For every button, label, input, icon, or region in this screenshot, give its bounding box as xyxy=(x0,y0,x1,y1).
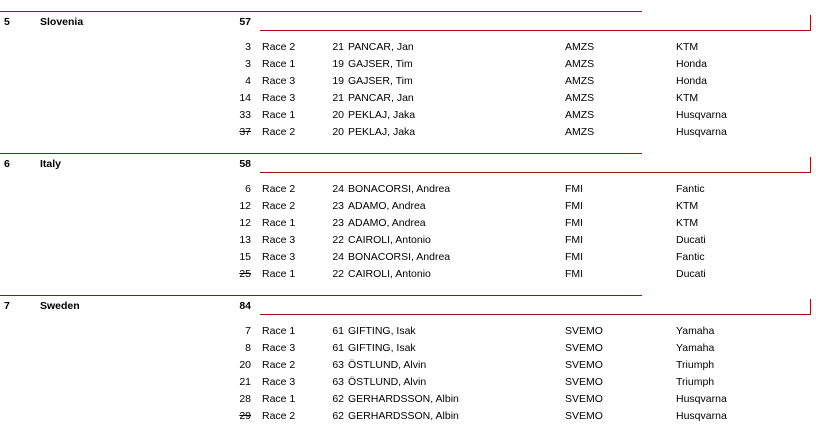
race-name: Race 3 xyxy=(262,92,296,104)
bike-brand: Honda xyxy=(676,58,707,70)
nation-name: Italy xyxy=(40,158,62,170)
result-position: 15 xyxy=(239,251,251,263)
nation-total-points: 58 xyxy=(239,158,251,170)
rider-number: 24 xyxy=(332,251,344,263)
bike-brand: Husqvarna xyxy=(676,410,727,422)
race-name: Race 1 xyxy=(262,393,296,405)
result-position: 29 xyxy=(239,410,251,422)
bike-brand: Triumph xyxy=(676,359,715,371)
rider-number: 20 xyxy=(332,126,344,138)
result-position: 4 xyxy=(245,75,251,87)
rider-name: ÖSTLUND, Alvin xyxy=(348,359,427,371)
bike-brand: Husqvarna xyxy=(676,126,727,138)
federation: SVEMO xyxy=(565,325,603,337)
rider-number: 21 xyxy=(332,92,344,104)
result-position: 37 xyxy=(239,126,251,138)
nation-header-bracket xyxy=(260,299,811,315)
federation: SVEMO xyxy=(565,376,603,388)
race-name: Race 3 xyxy=(262,75,296,87)
result-row xyxy=(0,323,816,340)
race-name: Race 2 xyxy=(262,359,296,371)
nation-position: 7 xyxy=(4,300,10,312)
rider-name: GAJSER, Tim xyxy=(348,75,413,87)
bike-brand: Husqvarna xyxy=(676,109,727,121)
result-position: 33 xyxy=(239,109,251,121)
race-name: Race 3 xyxy=(262,251,296,263)
federation: AMZS xyxy=(565,75,595,87)
rider-name: GIFTING, Isak xyxy=(348,325,416,337)
rider-number: 22 xyxy=(332,268,344,280)
bike-brand: Ducati xyxy=(676,234,706,246)
rider-name: GERHARDSSON, Albin xyxy=(348,393,459,405)
result-row xyxy=(0,181,816,198)
rider-number: 23 xyxy=(332,200,344,212)
federation: FMI xyxy=(565,183,584,195)
rider-number: 19 xyxy=(332,58,344,70)
federation: FMI xyxy=(565,268,584,280)
result-row xyxy=(0,249,816,266)
federation: SVEMO xyxy=(565,342,603,354)
federation: AMZS xyxy=(565,126,595,138)
race-name: Race 2 xyxy=(262,126,296,138)
rider-number: 62 xyxy=(332,410,344,422)
federation: SVEMO xyxy=(565,393,603,405)
race-name: Race 1 xyxy=(262,217,296,229)
bike-brand: Fantic xyxy=(676,183,705,195)
result-row xyxy=(0,391,816,408)
result-position: 28 xyxy=(239,393,251,405)
rider-name: GAJSER, Tim xyxy=(348,58,413,70)
race-name: Race 2 xyxy=(262,200,296,212)
result-row xyxy=(0,340,816,357)
federation: FMI xyxy=(565,234,584,246)
nation-block xyxy=(0,11,816,144)
rider-name: BONACORSI, Andrea xyxy=(348,251,451,263)
federation: SVEMO xyxy=(565,359,603,371)
federation: SVEMO xyxy=(565,410,603,422)
rider-number: 23 xyxy=(332,217,344,229)
rider-name: PEKLAJ, Jaka xyxy=(348,126,416,138)
result-row xyxy=(0,39,816,56)
result-row xyxy=(0,56,816,73)
section-divider xyxy=(0,11,642,12)
bike-brand: Ducati xyxy=(676,268,706,280)
result-row xyxy=(0,266,816,283)
race-name: Race 1 xyxy=(262,268,296,280)
rider-number: 63 xyxy=(332,376,344,388)
race-name: Race 3 xyxy=(262,234,296,246)
bike-brand: KTM xyxy=(676,217,699,229)
rider-name: ADAMO, Andrea xyxy=(348,217,426,229)
federation: FMI xyxy=(565,251,584,263)
rider-number: 21 xyxy=(332,41,344,53)
result-row xyxy=(0,374,816,391)
rider-name: PANCAR, Jan xyxy=(348,41,414,53)
result-position: 25 xyxy=(239,268,251,280)
rider-number: 20 xyxy=(332,109,344,121)
rider-number: 62 xyxy=(332,393,344,405)
result-position: 14 xyxy=(239,92,251,104)
nation-header-bracket xyxy=(260,157,811,173)
result-row xyxy=(0,408,816,425)
race-name: Race 1 xyxy=(262,325,296,337)
rider-number: 61 xyxy=(332,325,344,337)
rider-number: 22 xyxy=(332,234,344,246)
rider-name: GIFTING, Isak xyxy=(348,342,416,354)
result-row xyxy=(0,232,816,249)
bike-brand: Fantic xyxy=(676,251,705,263)
result-row xyxy=(0,90,816,107)
rider-number: 24 xyxy=(332,183,344,195)
result-position: 12 xyxy=(239,217,251,229)
federation: AMZS xyxy=(565,109,595,121)
result-position: 21 xyxy=(239,376,251,388)
rider-name: ÖSTLUND, Alvin xyxy=(348,376,427,388)
nation-total-points: 57 xyxy=(239,16,251,28)
nation-header-bracket xyxy=(260,15,811,31)
rider-name: ADAMO, Andrea xyxy=(348,200,426,212)
federation: FMI xyxy=(565,200,584,212)
result-position: 12 xyxy=(239,200,251,212)
result-position: 7 xyxy=(245,325,251,337)
rider-name: GERHARDSSON, Albin xyxy=(348,410,459,422)
rider-name: PEKLAJ, Jaka xyxy=(348,109,416,121)
federation: AMZS xyxy=(565,92,595,104)
nation-block xyxy=(0,295,816,428)
rider-number: 63 xyxy=(332,359,344,371)
federation: AMZS xyxy=(565,41,595,53)
result-position: 8 xyxy=(245,342,251,354)
section-divider xyxy=(0,295,642,296)
result-row xyxy=(0,124,816,141)
race-name: Race 3 xyxy=(262,342,296,354)
race-name: Race 3 xyxy=(262,376,296,388)
nation-position: 5 xyxy=(4,16,10,28)
race-name: Race 1 xyxy=(262,58,296,70)
result-row xyxy=(0,357,816,374)
bike-brand: KTM xyxy=(676,92,699,104)
nation-total-points: 84 xyxy=(239,300,251,312)
result-position: 20 xyxy=(239,359,251,371)
rider-name: CAIROLI, Antonio xyxy=(348,234,431,246)
nation-name: Sweden xyxy=(40,300,80,312)
race-name: Race 2 xyxy=(262,183,296,195)
federation: FMI xyxy=(565,217,584,229)
race-name: Race 2 xyxy=(262,410,296,422)
result-position: 6 xyxy=(245,183,251,195)
bike-brand: Yamaha xyxy=(676,342,715,354)
result-row xyxy=(0,107,816,124)
rider-name: PANCAR, Jan xyxy=(348,92,414,104)
nation-name: Slovenia xyxy=(40,16,84,28)
rider-number: 19 xyxy=(332,75,344,87)
rider-name: BONACORSI, Andrea xyxy=(348,183,451,195)
rider-name: CAIROLI, Antonio xyxy=(348,268,431,280)
result-position: 13 xyxy=(239,234,251,246)
result-position: 3 xyxy=(245,58,251,70)
nation-position: 6 xyxy=(4,158,10,170)
section-divider xyxy=(0,153,642,154)
race-name: Race 2 xyxy=(262,41,296,53)
result-row xyxy=(0,73,816,90)
bike-brand: Husqvarna xyxy=(676,393,727,405)
bike-brand: Triumph xyxy=(676,376,715,388)
result-row xyxy=(0,198,816,215)
rider-number: 61 xyxy=(332,342,344,354)
federation: AMZS xyxy=(565,58,595,70)
nation-block xyxy=(0,153,816,286)
race-name: Race 1 xyxy=(262,109,296,121)
bike-brand: KTM xyxy=(676,41,699,53)
bike-brand: Yamaha xyxy=(676,325,715,337)
bike-brand: KTM xyxy=(676,200,699,212)
result-position: 3 xyxy=(245,41,251,53)
result-row xyxy=(0,215,816,232)
bike-brand: Honda xyxy=(676,75,707,87)
